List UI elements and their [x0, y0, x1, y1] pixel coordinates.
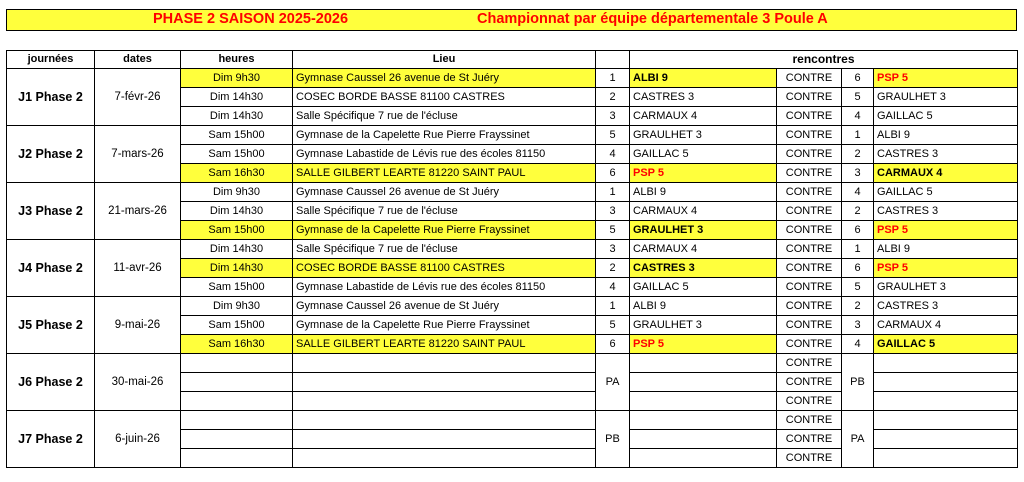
away-seed: 2: [842, 202, 874, 221]
away-team: [874, 430, 1018, 449]
home-seed: 2: [596, 88, 630, 107]
match-time: [181, 449, 293, 468]
match-time: Sam 15h00: [181, 221, 293, 240]
away-team: CASTRES 3: [874, 145, 1018, 164]
home-team: GAILLAC 5: [630, 145, 777, 164]
away-team: GRAULHET 3: [874, 278, 1018, 297]
home-team: GAILLAC 5: [630, 278, 777, 297]
away-team: GAILLAC 5: [874, 335, 1018, 354]
table-row: [7, 183, 1018, 202]
match-time: Dim 14h30: [181, 240, 293, 259]
schedule-table: [6, 50, 1018, 468]
match-venue: Gymnase de la Capelette Rue Pierre Frayssinet: [293, 221, 596, 240]
match-venue: [293, 373, 596, 392]
away-team: CARMAUX 4: [874, 316, 1018, 335]
home-seed: 5: [596, 221, 630, 240]
away-seed: 1: [842, 240, 874, 259]
match-venue: Salle Spécifique 7 rue de l'écluse: [293, 202, 596, 221]
contre-label: CONTRE: [777, 354, 842, 373]
contre-label: CONTRE: [777, 449, 842, 468]
table-row: [7, 126, 1018, 145]
col-header-rencontres: rencontres: [630, 51, 1018, 69]
match-time: Dim 14h30: [181, 107, 293, 126]
contre-label: CONTRE: [777, 240, 842, 259]
match-venue: Gymnase de la Capelette Rue Pierre Frayssinet: [293, 316, 596, 335]
contre-label: CONTRE: [777, 259, 842, 278]
home-team: CASTRES 3: [630, 259, 777, 278]
match-time: Dim 14h30: [181, 202, 293, 221]
contre-label: CONTRE: [777, 373, 842, 392]
contre-label: CONTRE: [777, 221, 842, 240]
away-seed: 6: [842, 259, 874, 278]
schedule-body: [7, 69, 1018, 468]
home-seed: 3: [596, 240, 630, 259]
match-venue: Salle Spécifique 7 rue de l'écluse: [293, 107, 596, 126]
away-team: GAILLAC 5: [874, 183, 1018, 202]
home-team: [630, 373, 777, 392]
journee-label: J5 Phase 2: [7, 297, 95, 354]
match-time: [181, 373, 293, 392]
away-team: ALBI 9: [874, 126, 1018, 145]
away-team: [874, 373, 1018, 392]
away-team: PSP 5: [874, 259, 1018, 278]
home-team: [630, 449, 777, 468]
table-row: [7, 297, 1018, 316]
contre-label: CONTRE: [777, 183, 842, 202]
away-seed: 4: [842, 335, 874, 354]
match-time: Sam 15h00: [181, 145, 293, 164]
home-team: ALBI 9: [630, 183, 777, 202]
home-team: [630, 392, 777, 411]
contre-label: CONTRE: [777, 107, 842, 126]
home-team: CARMAUX 4: [630, 107, 777, 126]
home-seed: 6: [596, 335, 630, 354]
contre-label: CONTRE: [777, 88, 842, 107]
away-team: CASTRES 3: [874, 202, 1018, 221]
home-seed: 3: [596, 107, 630, 126]
title-banner: [6, 9, 1017, 31]
home-team: CARMAUX 4: [630, 202, 777, 221]
table-row: [7, 354, 1018, 373]
match-time: Sam 15h00: [181, 316, 293, 335]
journee-label: J4 Phase 2: [7, 240, 95, 297]
away-team: CARMAUX 4: [874, 164, 1018, 183]
match-venue: Gymnase Labastide de Lévis rue des écoles 81150: [293, 278, 596, 297]
home-seed: 1: [596, 297, 630, 316]
match-venue: [293, 411, 596, 430]
journee-date: 11-avr-26: [95, 240, 181, 297]
home-seed: 1: [596, 69, 630, 88]
match-time: Sam 16h30: [181, 164, 293, 183]
home-seed: 4: [596, 145, 630, 164]
away-seed: 5: [842, 278, 874, 297]
away-seed: 1: [842, 126, 874, 145]
home-seed: 3: [596, 202, 630, 221]
match-venue: Gymnase Labastide de Lévis rue des écoles 81150: [293, 145, 596, 164]
pool-label: PB: [842, 354, 874, 411]
contre-label: CONTRE: [777, 126, 842, 145]
away-seed: 6: [842, 69, 874, 88]
journee-date: 7-mars-26: [95, 126, 181, 183]
home-team: CARMAUX 4: [630, 240, 777, 259]
home-seed: 6: [596, 164, 630, 183]
away-seed: 4: [842, 183, 874, 202]
match-venue: COSEC BORDE BASSE 81100 CASTRES: [293, 88, 596, 107]
contre-label: CONTRE: [777, 430, 842, 449]
match-time: Dim 9h30: [181, 69, 293, 88]
contre-label: CONTRE: [777, 392, 842, 411]
phase-title: PHASE 2 SAISON 2025-2026: [153, 11, 349, 27]
contre-label: CONTRE: [777, 335, 842, 354]
home-team: PSP 5: [630, 335, 777, 354]
journee-date: 7-févr-26: [95, 69, 181, 126]
match-venue: [293, 354, 596, 373]
home-team: [630, 411, 777, 430]
match-venue: [293, 449, 596, 468]
away-seed: 3: [842, 316, 874, 335]
col-header-lieu: Lieu: [293, 51, 596, 69]
home-team: PSP 5: [630, 164, 777, 183]
home-seed: 1: [596, 183, 630, 202]
match-time: [181, 354, 293, 373]
match-time: Sam 16h30: [181, 335, 293, 354]
col-header-journees: journées: [7, 51, 95, 69]
col-header-heures: heures: [181, 51, 293, 69]
match-venue: SALLE GILBERT LEARTE 81220 SAINT PAUL: [293, 335, 596, 354]
away-team: GAILLAC 5: [874, 107, 1018, 126]
header-row: [7, 51, 1018, 69]
match-venue: [293, 430, 596, 449]
home-seed: 2: [596, 259, 630, 278]
contre-label: CONTRE: [777, 411, 842, 430]
home-team: GRAULHET 3: [630, 316, 777, 335]
away-seed: 6: [842, 221, 874, 240]
match-venue: Salle Spécifique 7 rue de l'écluse: [293, 240, 596, 259]
home-team: [630, 354, 777, 373]
match-time: Dim 14h30: [181, 259, 293, 278]
away-team: GRAULHET 3: [874, 88, 1018, 107]
contre-label: CONTRE: [777, 145, 842, 164]
contre-label: CONTRE: [777, 297, 842, 316]
away-team: PSP 5: [874, 221, 1018, 240]
contre-label: CONTRE: [777, 316, 842, 335]
away-seed: 4: [842, 107, 874, 126]
away-team: ALBI 9: [874, 240, 1018, 259]
contre-label: CONTRE: [777, 202, 842, 221]
away-team: [874, 392, 1018, 411]
match-venue: SALLE GILBERT LEARTE 81220 SAINT PAUL: [293, 164, 596, 183]
away-seed: 5: [842, 88, 874, 107]
pool-label: PA: [842, 411, 874, 468]
table-row: [7, 240, 1018, 259]
away-seed: 2: [842, 145, 874, 164]
contre-label: CONTRE: [777, 278, 842, 297]
home-seed: 4: [596, 278, 630, 297]
journee-label: J2 Phase 2: [7, 126, 95, 183]
home-seed: 5: [596, 316, 630, 335]
col-header-blank: [596, 51, 630, 69]
championship-title: Championnat par équipe départementale 3 Poule A: [477, 11, 828, 27]
match-venue: [293, 392, 596, 411]
home-team: CASTRES 3: [630, 88, 777, 107]
pool-label: PA: [596, 354, 630, 411]
away-team: [874, 449, 1018, 468]
table-row: [7, 411, 1018, 430]
away-team: CASTRES 3: [874, 297, 1018, 316]
match-time: Sam 15h00: [181, 126, 293, 145]
pool-label: PB: [596, 411, 630, 468]
match-venue: COSEC BORDE BASSE 81100 CASTRES: [293, 259, 596, 278]
journee-date: 21-mars-26: [95, 183, 181, 240]
match-time: Dim 9h30: [181, 183, 293, 202]
journee-date: 9-mai-26: [95, 297, 181, 354]
match-venue: Gymnase de la Capelette Rue Pierre Frayssinet: [293, 126, 596, 145]
away-team: PSP 5: [874, 69, 1018, 88]
away-seed: 2: [842, 297, 874, 316]
journee-label: J3 Phase 2: [7, 183, 95, 240]
journee-label: J6 Phase 2: [7, 354, 95, 411]
match-time: [181, 411, 293, 430]
match-venue: Gymnase Caussel 26 avenue de St Juéry: [293, 183, 596, 202]
match-time: Dim 9h30: [181, 297, 293, 316]
contre-label: CONTRE: [777, 164, 842, 183]
away-team: [874, 354, 1018, 373]
home-team: GRAULHET 3: [630, 126, 777, 145]
match-time: Dim 14h30: [181, 88, 293, 107]
journee-date: 6-juin-26: [95, 411, 181, 468]
match-time: [181, 392, 293, 411]
away-team: [874, 411, 1018, 430]
match-venue: Gymnase Caussel 26 avenue de St Juéry: [293, 297, 596, 316]
away-seed: 3: [842, 164, 874, 183]
journee-date: 30-mai-26: [95, 354, 181, 411]
match-venue: Gymnase Caussel 26 avenue de St Juéry: [293, 69, 596, 88]
journee-label: J1 Phase 2: [7, 69, 95, 126]
col-header-dates: dates: [95, 51, 181, 69]
home-team: ALBI 9: [630, 69, 777, 88]
home-team: ALBI 9: [630, 297, 777, 316]
match-time: Sam 15h00: [181, 278, 293, 297]
journee-label: J7 Phase 2: [7, 411, 95, 468]
home-seed: 5: [596, 126, 630, 145]
home-team: [630, 430, 777, 449]
table-row: [7, 69, 1018, 88]
contre-label: CONTRE: [777, 69, 842, 88]
home-team: GRAULHET 3: [630, 221, 777, 240]
match-time: [181, 430, 293, 449]
